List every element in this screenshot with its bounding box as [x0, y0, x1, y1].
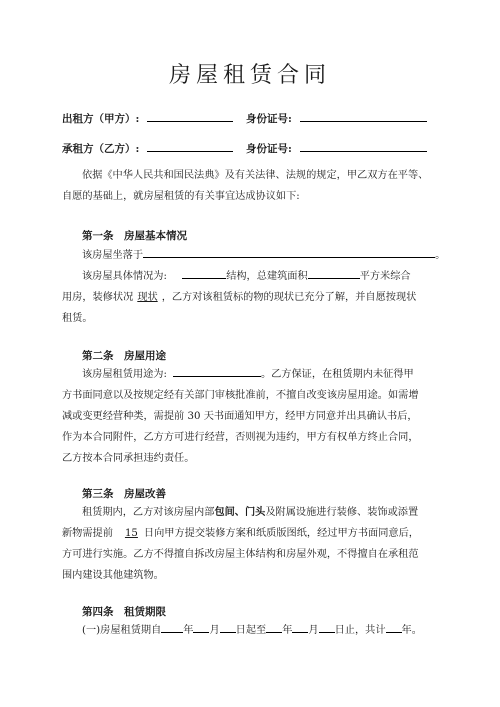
article-2-use: [82, 364, 414, 386]
intro-line-1: 依据《中华人民共和国民法典》及有关法律、法规的规定，甲乙双方在平等、: [82, 170, 429, 181]
lessor-id-field[interactable]: [300, 110, 427, 122]
notice-text-b: 日向甲方提交装修方案和纸质版图纸，经过甲方书面同意后，: [143, 528, 419, 539]
location-field[interactable]: [143, 246, 435, 258]
decoration-label: 用房，装修状况: [62, 292, 134, 303]
article-2-line-5: 乙方按本合同承担违约责任。: [62, 453, 195, 464]
end-year-label: 年: [282, 625, 293, 636]
article-2-line-2: 方书面同意以及按规定经有关部门审核批准前，不擅自改变该房屋用途。如需增: [62, 390, 419, 401]
end-day-label: 日止，共计: [334, 625, 386, 636]
article-1-detail: [82, 266, 411, 288]
article-4-term: [82, 620, 422, 642]
notice-text-a: 新物需提前: [62, 528, 113, 539]
total-years-field[interactable]: [386, 621, 402, 633]
article-2-heading: 第二条 房屋用途: [82, 350, 166, 362]
lessee-name-field[interactable]: [147, 140, 233, 152]
article-2-line-4: 作为本合同附件，乙方方可进行经营，否则视为违约，甲方有权单方终止合同，: [62, 432, 419, 443]
decoration-value: 现状: [137, 292, 158, 303]
notice-days-value: 15: [124, 528, 138, 539]
end-day-field[interactable]: [319, 621, 335, 633]
article-3-line-2: [62, 523, 419, 545]
article-1-location: [82, 245, 445, 267]
article-3-line-1: [82, 502, 418, 524]
end-month-field[interactable]: [292, 621, 308, 633]
start-month-field[interactable]: [193, 621, 209, 633]
lessee-id-field[interactable]: [300, 140, 427, 152]
use-label: 该房屋租赁用途为:: [82, 369, 167, 380]
lessor-id-label: 身份证号:: [246, 113, 292, 125]
article-1-line-4: 租赁。: [62, 313, 93, 324]
structure-field[interactable]: [182, 267, 226, 279]
article-1-decoration: [62, 287, 416, 309]
lessor-id-row: [246, 110, 427, 126]
document-title: 房屋租赁合同: [168, 63, 331, 88]
end-month-label: 月: [308, 625, 319, 636]
start-year-label: 年: [183, 625, 194, 636]
improve-bold-text: 包间、门头: [214, 506, 266, 518]
lessor-name-field[interactable]: [147, 110, 233, 122]
end-year-field[interactable]: [266, 621, 282, 633]
lessee-id-row: [246, 140, 427, 156]
article-1-heading: 第一条 房屋基本情况: [82, 230, 187, 242]
lessee-row: [62, 140, 233, 156]
location-suffix: 。: [435, 250, 446, 261]
intro-line-2: 自愿的基础上，就房屋租赁的有关事宜达成协议如下:: [62, 191, 300, 202]
improve-text-a: 租赁期内，乙方对该房屋内部: [82, 507, 215, 518]
article-3-line-3: 方可进行实施。乙方不得擅自拆改房屋主体结构和房屋外观，不得擅自在承租范: [62, 549, 419, 560]
lessor-row: [62, 110, 233, 126]
lessor-label: 出租方（甲方）:: [62, 113, 140, 125]
use-field[interactable]: [173, 365, 261, 377]
detail-label: 该房屋具体情况为:: [82, 271, 167, 282]
start-year-field[interactable]: [161, 621, 183, 633]
lessee-label: 承租方（乙方）:: [62, 143, 140, 155]
area-suffix: 平方米综合: [359, 271, 411, 282]
decoration-text: ，乙方对该租赁标的物的现状已充分了解，并自愿按现状: [161, 292, 417, 303]
article-3-heading: 第三条 房屋改善: [82, 488, 166, 500]
structure-label: 结构，总建筑面积: [226, 271, 308, 282]
article-4-heading: 第四条 租赁期限: [82, 606, 166, 618]
article-3-line-4: 围内建设其他建筑物。: [62, 570, 164, 581]
term-label: (一)房屋租赁期自: [82, 625, 162, 636]
use-suffix: 。乙方保证，在租赁期内未征得甲: [260, 369, 414, 380]
location-label: 该房屋坐落于: [82, 250, 144, 261]
lessee-id-label: 身份证号:: [246, 143, 292, 155]
improve-text-b: 及附属设施进行装修、装饰或添置: [265, 507, 419, 518]
start-day-label: 日起至: [235, 625, 267, 636]
total-years-label: 年。: [401, 625, 422, 636]
start-day-field[interactable]: [220, 621, 236, 633]
article-2-line-3: 减或变更经营种类，需提前 30 天书面通知甲方，经甲方同意并出具确认书后，: [62, 411, 418, 422]
area-field[interactable]: [308, 267, 360, 279]
start-month-label: 月: [209, 625, 220, 636]
